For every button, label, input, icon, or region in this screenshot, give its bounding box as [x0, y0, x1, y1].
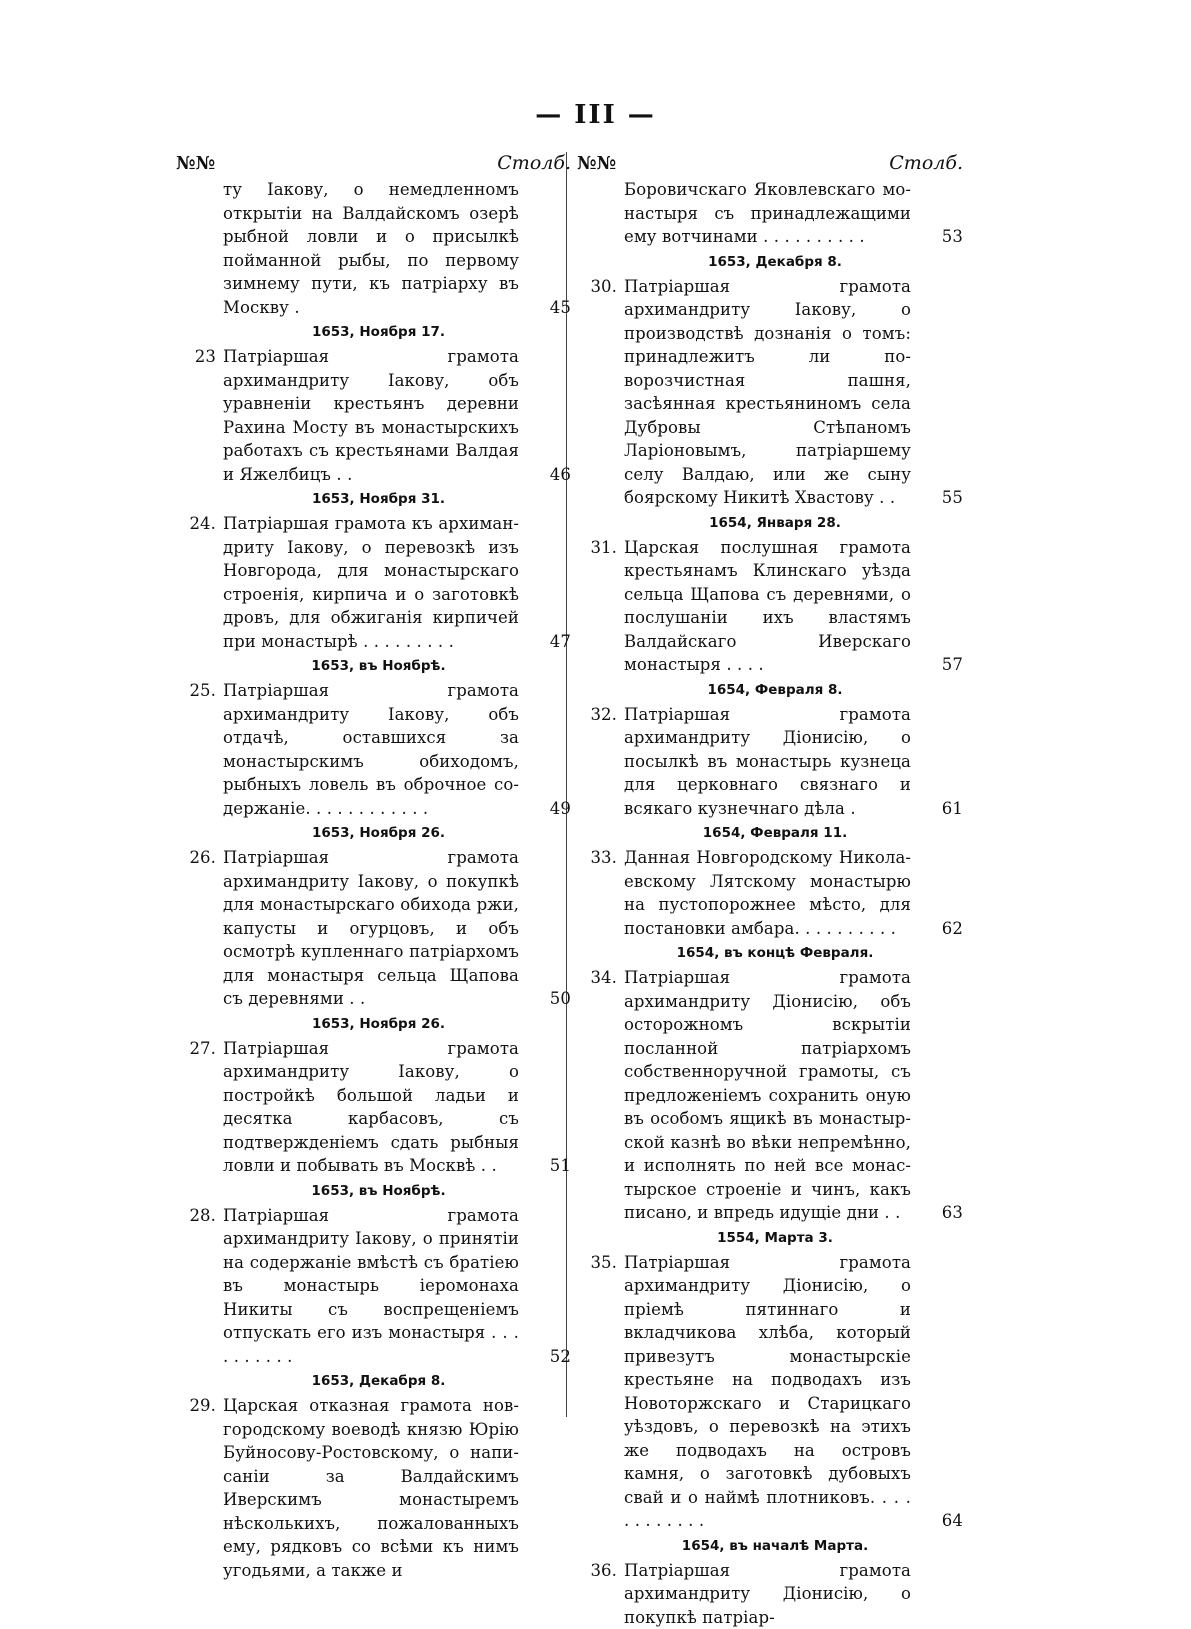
entry-date: 1654, въ концѣ Февраля.: [577, 944, 963, 962]
entry-column-ref: 64: [923, 1509, 963, 1533]
entry-text: Патріаршая грамота архимандриту Іакову, объ отдачѣ, оставшихся за монастырскимъ обиходомъ, рыбныхъ ловель въ оброчное содержаніе. . . . . . . . . . . .: [223, 679, 519, 820]
entry-35: [577, 1251, 963, 1533]
entry-column-ref: 61: [923, 797, 963, 821]
entry-date: 1654, Февраля 8.: [577, 681, 963, 699]
left-column-header: [176, 152, 571, 178]
column-ref-header: Столб.: [889, 152, 963, 174]
entry-number: 25.: [176, 679, 216, 703]
entry-date: 1653, въ Ноябрѣ.: [176, 1182, 571, 1200]
entry-column-ref: 51: [531, 1154, 571, 1178]
column-ref-header: Столб.: [497, 152, 571, 174]
entry-text: Патріаршая грамота архимандриту Діонисію, о покупкѣ патріар-: [624, 1559, 911, 1629]
entry-date: 1653, Декабря 8.: [176, 1372, 571, 1390]
entry-number: 23: [176, 345, 216, 369]
entry-column-ref: 46: [531, 463, 571, 487]
entry-text: Патріаршая грамота архимандриту Діонисію, о пріемѣ пятиннаго и вкладчикова хлѣба, который привезутъ монастырскіе крестьяне на подводахъ изъ Новоторжскаго и Старицкаго уѣздовъ, о перевозкѣ на этихъ же подводахъ на островъ камня, о заготовкѣ дубовыхъ свай и о наймѣ плотниковъ. . . . . . . . . . . .: [624, 1251, 911, 1533]
entry-column-ref: 53: [923, 225, 963, 249]
entry-30: [577, 275, 963, 510]
entry-column-ref: 57: [923, 653, 963, 677]
entry-date: 1653, Ноября 26.: [176, 1015, 571, 1033]
entry-29: [176, 1394, 571, 1582]
entry-date: 1653, Ноября 26.: [176, 824, 571, 842]
entry-text: Патріаршая грамота къ архимандриту Іакову, о перевозкѣ изъ Новгорода, для монастырскаго строенія, кирпича и о заготовкѣ дровъ, для обжиганія кирпичей при монастырѣ . . . . . . . . .: [223, 512, 519, 653]
entry-column-ref: 52: [531, 1345, 571, 1369]
entry-date: 1653, Ноября 31.: [176, 490, 571, 508]
entry-text: Патріаршая грамота архимандриту Діонисію, объ осторожномъ вскрытіи посланной патріархомъ собственноручной грамоты, съ предложеніемъ сохранить оную въ особомъ ящикѣ въ монастырской казнѣ во вѣки непремѣнно, и исполнять по ней все монастырское строеніе и чинъ, какъ писано, и впредь идущіе дни . .: [624, 966, 911, 1225]
entry-column-ref: 50: [531, 987, 571, 1011]
entry-27: [176, 1037, 571, 1178]
entry-text: Боровичскаго Яковлевскаго монастыря съ принадлежащими ему вотчинами . . . . . . . . . .: [624, 178, 911, 249]
entry-25: [176, 679, 571, 820]
entry-number: 31.: [577, 536, 617, 560]
entry-23: [176, 345, 571, 486]
entry-date: 1653, въ Ноябрѣ.: [176, 657, 571, 675]
entry-text: Патріаршая грамота архимандриту Іакову, о принятіи на содержаніе вмѣстѣ съ братіею въ монастырь іеромонаха Никиты съ воспрещеніемъ отпускать его изъ монастыря . . . . . . . . . .: [223, 1204, 519, 1369]
number-header: №№: [176, 153, 215, 174]
entry-number: 26.: [176, 846, 216, 870]
entry-column-ref: 45: [531, 296, 571, 320]
number-header: №№: [577, 153, 616, 174]
entry-number: 35.: [577, 1251, 617, 1275]
entry-number: 24.: [176, 512, 216, 536]
entry-number: 27.: [176, 1037, 216, 1061]
entry-26: [176, 846, 571, 1011]
entry-36: [577, 1559, 963, 1629]
entry-text: Патріаршая грамота архимандриту Іакову, о производствѣ дознанія о томъ: принадлежитъ ли поворозчистная пашня, засѣянная крестьяниномъ села Дубровы Стѣпаномъ Ларіоновымъ, патріаршему селу Валдаю, или же сыну боярскому Никитѣ Хвастову . .: [624, 275, 911, 510]
entry-column-ref: 63: [923, 1201, 963, 1225]
entry-date: 1654, Января 28.: [577, 514, 963, 532]
entry-column-ref: 49: [531, 797, 571, 821]
entry-32: [577, 703, 963, 821]
entry-28: [176, 1204, 571, 1369]
entry-number: 36.: [577, 1559, 617, 1583]
entry-column-ref: 55: [923, 486, 963, 510]
entry-34: [577, 966, 963, 1225]
entry-text: Патріаршая грамота архимандриту Іакову, о постройкѣ большой ладьи и десятка карбасовъ, съ подтвержденіемъ сдать рыбныя ловли и побывать въ Москвѣ . .: [223, 1037, 519, 1178]
entry-number: 34.: [577, 966, 617, 990]
entry-date: 1554, Марта 3.: [577, 1229, 963, 1247]
entry-text: Патріаршая грамота архимандриту Іакову, о покупкѣ для монастырскаго обихода ржи, капусты и огурцовъ, и объ осмотрѣ купленнаго патріархомъ для монастыря сельца Щапова съ деревнями . .: [223, 846, 519, 1011]
entry-31: [577, 536, 963, 677]
entry-text: Патріаршая грамота архимандриту Іакову, объ уравненіи крестьянъ деревни Рахина Мосту въ монастырскихъ работахъ съ крестьянами Валдая и Яжелбицъ . .: [223, 345, 519, 486]
entry-number: 33.: [577, 846, 617, 870]
entry-33: [577, 846, 963, 940]
continued-entry: [577, 178, 963, 249]
right-column-header: [577, 152, 963, 178]
entry-date: 1654, Февраля 11.: [577, 824, 963, 842]
entry-column-ref: 62: [923, 917, 963, 941]
continued-entry: [176, 178, 571, 319]
entry-text: Данная Новгородскому Николаевскому Лятскому монастырю на пустопорожнее мѣсто, для постановки амбара. . . . . . . . . .: [624, 846, 911, 940]
entry-date: 1654, въ началѣ Марта.: [577, 1537, 963, 1555]
entry-column-ref: 47: [531, 630, 571, 654]
entry-text: Патріаршая грамота архимандриту Діонисію, о посылкѣ въ монастырь кузнеца для церковнаго связнаго и всякаго кузнечнаго дѣла .: [624, 703, 911, 821]
page-number: — III —: [0, 100, 1191, 130]
entry-date: 1653, Ноября 17.: [176, 323, 571, 341]
entry-text: Царская отказная грамота новгородскому воеводѣ князю Юрію Буйносову-Ростовскому, о написаніи за Валдайскимъ Иверскимъ монастыремъ нѣсколькихъ, пожалованныхъ ему, рядковъ со всѣми къ нимъ угодьями, а также и: [223, 1394, 519, 1582]
left-column: [176, 152, 571, 1582]
entry-number: 30.: [577, 275, 617, 299]
entry-text: Царская послушная грамота крестьянамъ Клинскаго уѣзда сельца Щапова съ деревнями, о послушаніи ихъ властямъ Валдайскаго Иверскаго монастыря . . . .: [624, 536, 911, 677]
entry-24: [176, 512, 571, 653]
entry-text: ту Іакову, о немедленномъ открытіи на Валдайскомъ озерѣ рыбной ловли и о присылкѣ пойманной рыбы, по первому зимнему пути, къ патріарху въ Москву .: [223, 178, 519, 319]
entry-number: 29.: [176, 1394, 216, 1418]
entry-number: 28.: [176, 1204, 216, 1228]
right-column: [577, 152, 963, 1629]
entry-date: 1653, Декабря 8.: [577, 253, 963, 271]
entry-number: 32.: [577, 703, 617, 727]
